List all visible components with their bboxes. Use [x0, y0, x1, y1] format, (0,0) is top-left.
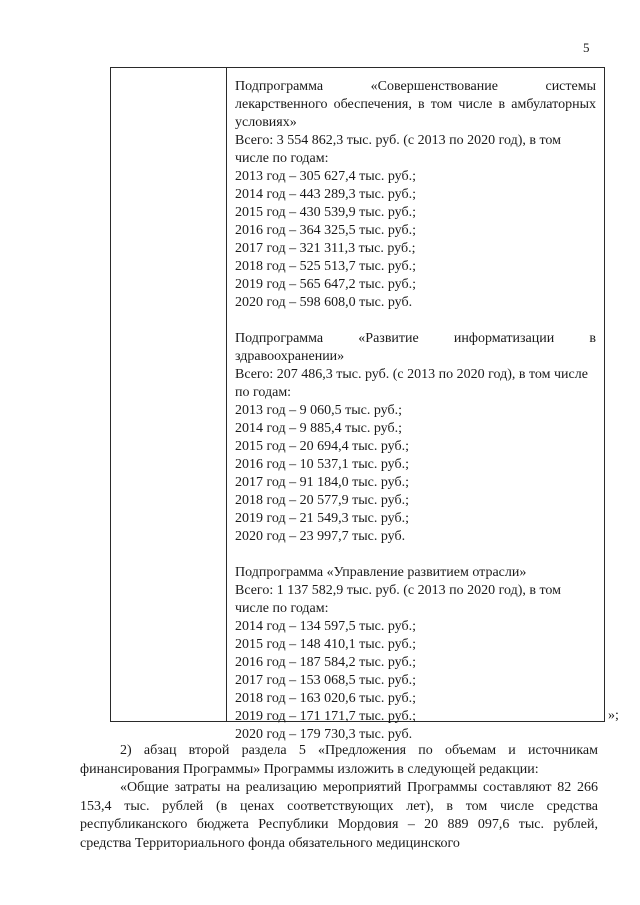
- subprogram-title: Подпрограмма «Развитие информатизации в здравоохранении»: [235, 331, 596, 364]
- year-line: 2019 год – 171 171,7 тыс. руб.;: [235, 709, 416, 724]
- year-line: 2013 год – 305 627,4 тыс. руб.;: [235, 169, 416, 184]
- year-line: 2020 год – 598 608,0 тыс. руб.: [235, 295, 413, 310]
- paragraph-total-costs: «Общие затраты на реализацию мероприятий Программы составляют 82 266 153,4 тыс. рублей (в ценах соответствующих лет), в том числе средства республиканского бюджета Республики Мордовия – 20 889 097,6 тыс. рублей, средства Территориального фонда обязательного медицинского: [80, 780, 598, 851]
- subprogram-title: Подпрограмма «Совершенствование системы лекарственного обеспечения, в том числе в амбулаторных условиях»: [235, 79, 596, 130]
- year-line: 2014 год – 9 885,4 тыс. руб.;: [235, 421, 402, 436]
- page-number: 5: [583, 40, 590, 55]
- year-line: 2016 год – 364 325,5 тыс. руб.;: [235, 223, 416, 238]
- year-line: 2019 год – 21 549,3 тыс. руб.;: [235, 511, 409, 526]
- year-line: 2018 год – 20 577,9 тыс. руб.;: [235, 493, 409, 508]
- subprogram-title: Подпрограмма «Управление развитием отрасли»: [235, 565, 527, 580]
- subprogram-management: [235, 564, 596, 744]
- year-line: 2013 год – 9 060,5 тыс. руб.;: [235, 403, 402, 418]
- subprogram-total: Всего: 207 486,3 тыс. руб. (с 2013 по 2020 год), в том числе по годам:: [235, 367, 588, 400]
- year-line: 2016 год – 187 584,2 тыс. руб.;: [235, 655, 416, 670]
- year-line: 2020 год – 23 997,7 тыс. руб.: [235, 529, 406, 544]
- table-left-cell: [111, 68, 227, 721]
- year-line: 2014 год – 443 289,3 тыс. руб.;: [235, 187, 416, 202]
- paragraph-amendment: 2) абзац второй раздела 5 «Предложения по объемам и источникам финансирования Программы» Программы изложить в следующей редакции:: [80, 743, 598, 777]
- year-line: 2014 год – 134 597,5 тыс. руб.;: [235, 619, 416, 634]
- year-line: 2018 год – 525 513,7 тыс. руб.;: [235, 259, 416, 274]
- table-right-cell: [227, 68, 604, 742]
- subprogram-informatization: [235, 330, 596, 546]
- year-line: 2015 год – 148 410,1 тыс. руб.;: [235, 637, 416, 652]
- closing-quote: »;: [608, 708, 619, 723]
- year-line: 2015 год – 430 539,9 тыс. руб.;: [235, 205, 416, 220]
- body-text: [80, 742, 598, 853]
- subprogram-total: Всего: 1 137 582,9 тыс. руб. (с 2013 по 2020 год), в том числе по годам:: [235, 583, 561, 616]
- year-line: 2019 год – 565 647,2 тыс. руб.;: [235, 277, 416, 292]
- subprogram-total: Всего: 3 554 862,3 тыс. руб. (с 2013 по 2020 год), в том числе по годам:: [235, 133, 561, 166]
- year-line: 2015 год – 20 694,4 тыс. руб.;: [235, 439, 409, 454]
- year-line: 2017 год – 321 311,3 тыс. руб.;: [235, 241, 416, 256]
- program-table: [110, 67, 605, 742]
- year-line: 2018 год – 163 020,6 тыс. руб.;: [235, 691, 416, 706]
- year-line: 2017 год – 153 068,5 тыс. руб.;: [235, 673, 416, 688]
- subprogram-medication: [235, 78, 596, 312]
- year-line: 2016 год – 10 537,1 тыс. руб.;: [235, 457, 409, 472]
- year-line: 2020 год – 179 730,3 тыс. руб.: [235, 727, 413, 742]
- year-line: 2017 год – 91 184,0 тыс. руб.;: [235, 475, 409, 490]
